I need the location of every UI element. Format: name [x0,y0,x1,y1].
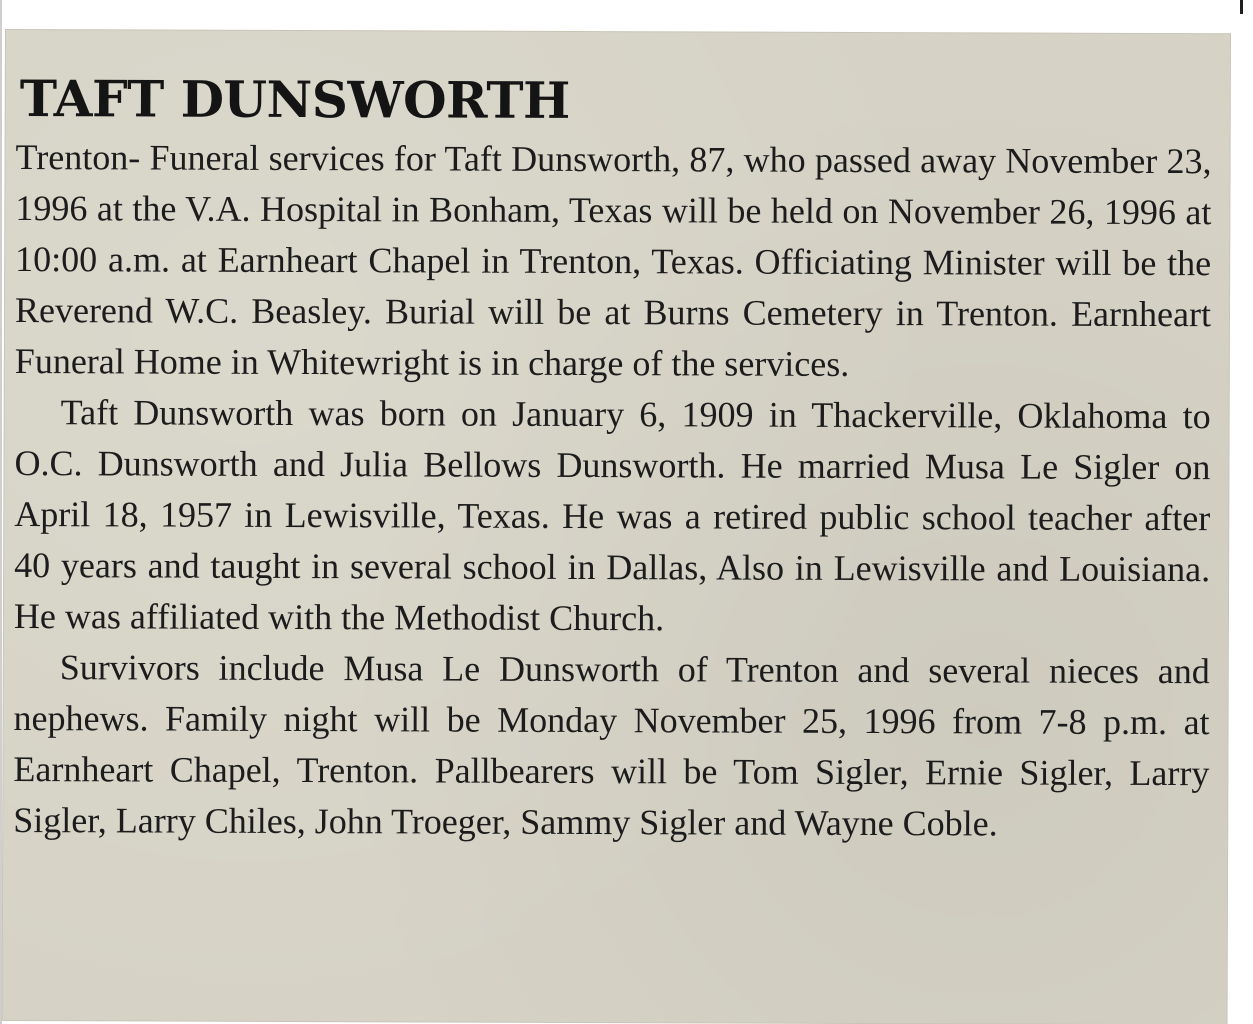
obituary-headline: TAFT DUNSWORTH [19,69,570,130]
paragraph-services: Trenton- Funeral services for Taft Dunsworth, 87, who passed away November 23, 1996 at the V.A. Hospital in Bonham, Texas will be held on November 26, 1996 at 10:00 a.m. at Earnheart Chapel in Trenton, Texas. Officiating Minister will be the Reverend W.C. Beasley. Burial will be at Burns Cemetery in Trenton. Earnheart Funeral Home in Whitewright is in charge of the services. [14,137,1212,384]
obituary-body [13,132,1211,850]
scan-corner-mark [1240,0,1243,14]
scan-left-edge [0,0,2,1024]
paragraph-survivors: Survivors include Musa Le Dunsworth of Trenton and several nieces and nephews. Family night will be Monday November 25, 1996 from 7-8 p.m. at Earnheart Chapel, Trenton. Pallbearers will be Tom Sigler, Ernie Sigler, Larry Sigler, Larry Chiles, John Troeger, Sammy Sigler and Wayne Coble. [13,647,1210,844]
paragraph-biography: Taft Dunsworth was born on January 6, 1909 in Thackerville, Oklahoma to O.C. Dunsworth and Julia Bellows Dunsworth. He married Musa Le Sigler on April 18, 1957 in Lewisville, Texas. He was a retired public school teacher after 40 years and taught in several school in Dallas, Also in Lewisville and Louisiana. He was affiliated with the Methodist Church. [13,392,1211,639]
newspaper-clipping [3,30,1230,1024]
